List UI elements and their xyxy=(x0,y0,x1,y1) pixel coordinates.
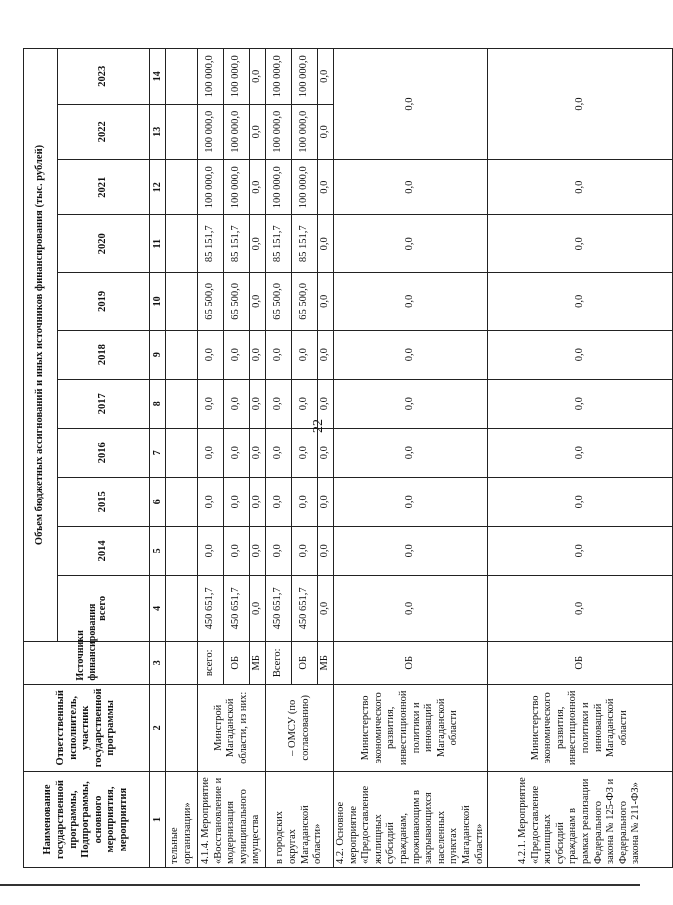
cell: 450 651,7 xyxy=(224,575,250,641)
cell: 0,0 xyxy=(250,477,266,526)
header-year: 2014 xyxy=(58,526,150,575)
budget-table xyxy=(23,48,673,868)
col-number: 14 xyxy=(150,49,166,105)
cell: 450 651,7 xyxy=(198,575,224,641)
row-name: тельные организации» xyxy=(166,772,198,868)
cell: 0,0 xyxy=(334,49,488,160)
cell: 100 000,0 xyxy=(198,104,224,159)
cell: 100 000,0 xyxy=(224,104,250,159)
cell: 65 500,0 xyxy=(292,273,318,331)
cell: 0,0 xyxy=(318,104,334,159)
row-exec: Минстрой Магаданской области, из них: xyxy=(198,684,266,771)
cell: 0,0 xyxy=(334,428,488,477)
cell: 0,0 xyxy=(250,104,266,159)
header-year: 2016 xyxy=(58,428,150,477)
cell: 0,0 xyxy=(318,526,334,575)
cell: 0,0 xyxy=(488,379,673,428)
cell: 0,0 xyxy=(198,379,224,428)
header-exec: Ответственный исполнитель, участник государственной программы xyxy=(24,684,150,771)
cell: 0,0 xyxy=(224,477,250,526)
cell: 0,0 xyxy=(250,575,266,641)
cell: 0,0 xyxy=(318,49,334,105)
col-number: 7 xyxy=(150,428,166,477)
row-source: всего: xyxy=(198,641,224,684)
cell: 0,0 xyxy=(488,526,673,575)
row-source: ОБ xyxy=(334,641,488,684)
row-source: ОБ xyxy=(292,641,318,684)
row-source: ОБ xyxy=(488,641,673,684)
cell: 0,0 xyxy=(198,330,224,379)
cell: 0,0 xyxy=(318,379,334,428)
page-number: 22 xyxy=(311,419,326,433)
cell: 0,0 xyxy=(318,428,334,477)
cell: 0,0 xyxy=(198,526,224,575)
cell: 0,0 xyxy=(250,273,266,331)
col-number: 12 xyxy=(150,160,166,215)
header-year: 2021 xyxy=(58,160,150,215)
row-name: 4.1.4. Мероприятие «Восстановление и модернизация муниципального имущества xyxy=(198,772,266,868)
cell: 0,0 xyxy=(318,160,334,215)
cell: 100 000,0 xyxy=(224,49,250,105)
col-number: 5 xyxy=(150,526,166,575)
cell: 450 651,7 xyxy=(292,575,318,641)
col-number: 2 xyxy=(150,684,166,771)
cell: 0,0 xyxy=(292,330,318,379)
col-number: 11 xyxy=(150,215,166,273)
header-year: 2020 xyxy=(58,215,150,273)
row-source: МБ xyxy=(318,641,334,684)
header-name: Наименование государственной программы, Подпрограммы, основного мероприятия, мероприятия xyxy=(24,772,150,868)
col-number: 3 xyxy=(150,641,166,684)
header-source: Источники финансирования xyxy=(24,641,150,684)
cell: 0,0 xyxy=(266,379,292,428)
col-number: 10 xyxy=(150,273,166,331)
header-year: 2017 xyxy=(58,379,150,428)
cell: 0,0 xyxy=(198,428,224,477)
cell: 65 500,0 xyxy=(198,273,224,331)
cell: 0,0 xyxy=(488,49,673,160)
cell: 0,0 xyxy=(292,379,318,428)
cell: 0,0 xyxy=(318,330,334,379)
cell: 0,0 xyxy=(318,575,334,641)
cell: 0,0 xyxy=(488,273,673,331)
cell: 85 151,7 xyxy=(292,215,318,273)
cell: 100 000,0 xyxy=(292,160,318,215)
cell: 65 500,0 xyxy=(224,273,250,331)
cell: 0,0 xyxy=(334,575,488,641)
cell: 0,0 xyxy=(334,477,488,526)
row-source: МБ xyxy=(250,641,266,684)
cell: 0,0 xyxy=(334,215,488,273)
row-exec: Министерство экономического развития, инвестиционной политики и инноваций Магаданской области xyxy=(334,684,488,771)
cell: 0,0 xyxy=(292,477,318,526)
cell: 0,0 xyxy=(250,215,266,273)
cell: 0,0 xyxy=(224,526,250,575)
cell: 0,0 xyxy=(334,160,488,215)
cell: 0,0 xyxy=(266,428,292,477)
cell: 85 151,7 xyxy=(224,215,250,273)
header-year: 2022 xyxy=(58,104,150,159)
col-number: 13 xyxy=(150,104,166,159)
col-number: 8 xyxy=(150,379,166,428)
row-name: 4.2.1. Мероприятие «Предоставление жилищных субсидий гражданам в рамках реализации Федерального закона № 125-ФЗ и Федерального закона № 211-ФЗ» xyxy=(488,772,673,868)
cell: 0,0 xyxy=(318,215,334,273)
cell: 0,0 xyxy=(266,477,292,526)
header-year: 2023 xyxy=(58,49,150,105)
header-total: всего xyxy=(58,575,150,641)
cell: 0,0 xyxy=(488,477,673,526)
cell: 0,0 xyxy=(488,160,673,215)
col-number: 4 xyxy=(150,575,166,641)
cell: 100 000,0 xyxy=(266,160,292,215)
cell: 0,0 xyxy=(250,49,266,105)
cell: 100 000,0 xyxy=(198,160,224,215)
cell: 0,0 xyxy=(266,330,292,379)
cell: 0,0 xyxy=(334,273,488,331)
cell: 0,0 xyxy=(334,379,488,428)
row-source: ОБ xyxy=(224,641,250,684)
cell: 0,0 xyxy=(488,215,673,273)
cell: 0,0 xyxy=(250,379,266,428)
row-name: 4.2. Основное мероприятие «Предоставление жилищных субсидий гражданам, проживающим в закрывающихся населенных пунктах Магаданской области» xyxy=(334,772,488,868)
cell: 100 000,0 xyxy=(224,160,250,215)
header-total-group: Объем бюджетных ассигнований и иных источников финансирования (тыс. рублей) xyxy=(24,49,58,642)
cell: 0,0 xyxy=(292,428,318,477)
cell: 0,0 xyxy=(224,379,250,428)
cell: 0,0 xyxy=(250,160,266,215)
col-number: 1 xyxy=(150,772,166,868)
cell: 0,0 xyxy=(292,526,318,575)
cell: 0,0 xyxy=(224,428,250,477)
cell: 0,0 xyxy=(250,526,266,575)
cell: 100 000,0 xyxy=(292,104,318,159)
cell: 0,0 xyxy=(224,330,250,379)
cell: 0,0 xyxy=(318,273,334,331)
row-exec: Министерство экономического развития, инвестиционной политики и инноваций Магаданской области xyxy=(488,684,673,771)
cell: 0,0 xyxy=(250,428,266,477)
cell: 0,0 xyxy=(318,477,334,526)
cell: 85 151,7 xyxy=(266,215,292,273)
cell: 65 500,0 xyxy=(266,273,292,331)
cell: 0,0 xyxy=(198,477,224,526)
row-source: Всего: xyxy=(266,641,292,684)
cell: 0,0 xyxy=(488,330,673,379)
cell: 100 000,0 xyxy=(266,49,292,105)
cell: 100 000,0 xyxy=(266,104,292,159)
cell: 0,0 xyxy=(250,330,266,379)
row-exec: – ОМСУ (по согласованию) xyxy=(266,684,334,771)
cell: 0,0 xyxy=(266,526,292,575)
cell: 0,0 xyxy=(334,526,488,575)
cell: 0,0 xyxy=(488,428,673,477)
cell: 450 651,7 xyxy=(266,575,292,641)
cell: 100 000,0 xyxy=(198,49,224,105)
col-number: 9 xyxy=(150,330,166,379)
rotated-table-container xyxy=(23,48,673,868)
cell: 85 151,7 xyxy=(198,215,224,273)
row-name: в городских округах Магаданской области» xyxy=(266,772,334,868)
cell: 100 000,0 xyxy=(292,49,318,105)
header-year: 2019 xyxy=(58,273,150,331)
header-year: 2015 xyxy=(58,477,150,526)
bottom-rule xyxy=(0,884,640,886)
cell: 0,0 xyxy=(488,575,673,641)
header-year: 2018 xyxy=(58,330,150,379)
col-number: 6 xyxy=(150,477,166,526)
cell: 0,0 xyxy=(334,330,488,379)
